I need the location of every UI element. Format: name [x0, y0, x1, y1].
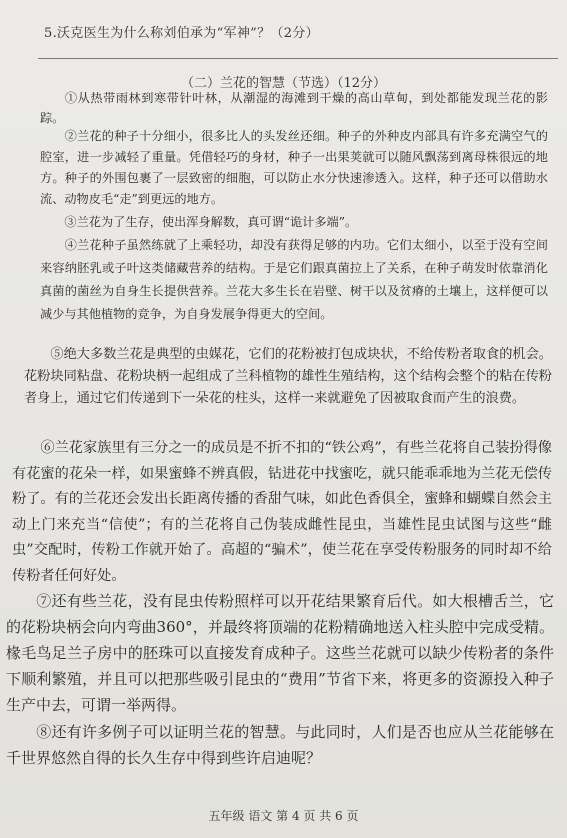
question-5: 5.沃克医生为什么称刘伯承为“军神”？（2分） — [44, 26, 319, 41]
paragraph-6-text: ⑥兰花家族里有三分之一的成员是不折不扣的“铁公鸡”，有些兰花将自己装扮得像有花蜜的花朵一样，如果蜜蜂不辨真假，钻进花中找蜜吃，就只能乖乖地为兰花无偿传粉了。有的兰花还会发出长距离传播的香甜气味，如此色香俱全，蜜蜂和蝴蝶自然会主动上门来充当“信使”；有的兰花将自己伪装成雌性昆虫，当雄性昆虫试图与这些“雌虫”交配时，传粉工作就开始了。高超的“骗术”，使兰花在享受传粉服务的同时却不给传粉者任何好处。 — [12, 440, 552, 584]
paragraph-3-text: ③兰花为了生存，使出浑身解数，真可谓“诡计多端”。 — [64, 215, 358, 229]
paragraph-8 — [6, 719, 554, 771]
paragraph-7 — [6, 588, 554, 718]
paragraph-2 — [40, 126, 548, 210]
section-title: （二）兰花的智慧（节选）（12分） — [180, 76, 387, 91]
paragraph-7-text: ⑦还有些兰花，没有昆虫传粉照样可以开花结果繁育后代。如大根槽舌兰，它的花粉块柄会向内弯曲360°，并最终将顶端的花粉精确地送入柱头腔中完成受精。椽毛鸟足兰子房中的胚珠可以直接发育成种子。这些兰花就可以缺少传粉者的条件下顺利繁殖，并且可以把那些吸引昆虫的“费用”节省下来，将更多的资源投入种子生产中去，可谓一举两得。 — [6, 592, 554, 714]
page-footer: 五年级 语文 第 4 页 共 6 页 — [208, 809, 359, 823]
paragraph-2-text: ②兰花的种子十分细小，很多比人的头发丝还细。种子的外种皮内部具有许多充满空气的腔室，进一步减轻了重量。凭借轻巧的身材，种子一出果荚就可以随风飘荡到离母株很远的地方。种子的外围包裹了一层致密的细胞，可以防止水分快速渗透入。这样，种子还可以借助水流、动物皮毛“走”到更远的地方。 — [40, 129, 548, 206]
paragraph-5-text: ⑤绝大多数兰花是典型的虫媒花，它们的花粉被打包成块状，不给传粉者取食的机会。花粉块同粘盘、花粉块柄一起组成了兰科植物的雄性生殖结构，这个结构会整个的粘在传粉者身上，通过它们传递到下一朵花的柱头，这样一来就避免了因被取食而产生的浪费。 — [24, 347, 552, 406]
paragraph-3 — [40, 212, 548, 233]
paragraph-4-text: ④兰花种子虽然练就了上乘轻功，却没有获得足够的内功。它们太细小，以至于没有空间来容纳胚乳或子叶这类储藏营养的结构。于是它们跟真菌拉上了关系，在种子萌发时依靠消化真菌的菌丝为自身生长提供营养。兰花大多生长在岩壁、树干以及贫瘠的土壤上，这样便可以减少与其他植物的竞争，为自身发展争得更大的空间。 — [40, 238, 548, 321]
paragraph-8-text: ⑧还有许多例子可以证明兰花的智慧。与此同时，人们是否也应从兰花能够在千世界悠然自得的长久生存中得到些许启迪呢？ — [6, 723, 554, 767]
paragraph-1-text: ①从热带雨林到寒带针叶林，从潮湿的海滩到干燥的高山草甸，到处都能发现兰花的影踪。 — [40, 91, 548, 125]
section-divider — [38, 58, 558, 59]
paragraph-1 — [40, 88, 548, 128]
paragraph-5 — [24, 344, 552, 410]
paragraph-4 — [40, 234, 548, 326]
paragraph-6 — [12, 436, 552, 589]
